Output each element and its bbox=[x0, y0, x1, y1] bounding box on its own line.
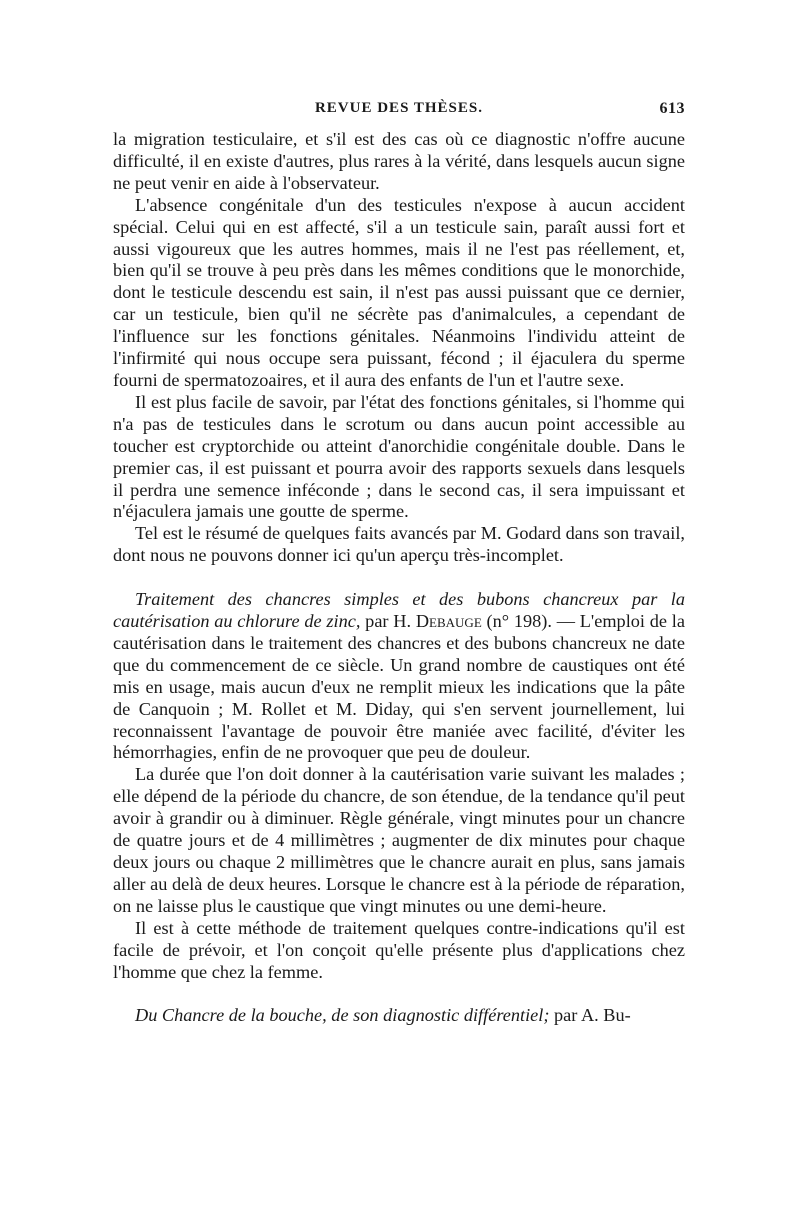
paragraph-contre-indications: Il est à cette méthode de traitement quelques contre-indications qu'il est facile de prévoir, et l'on conçoit qu'elle présente plus d'applications chez l'homme que chez la femme. bbox=[113, 917, 685, 982]
book-page bbox=[113, 100, 685, 1027]
abstract-title: Du Chancre de la bouche, de son diagnostic différentiel; bbox=[135, 1005, 550, 1026]
abstract-title: Traitement des chancres simples et des bubons chancreux par la cautérisation au chlorure de zinc, bbox=[113, 589, 685, 632]
paragraph-absence-congenitale: L'absence congénitale d'un des testicules n'expose à aucun accident spécial. Celui qui en est affecté, s'il a un testicule sain, paraît aussi fort et aussi vigoureux que les autres hommes, mais il ne l'est pas réellement, et, bien qu'il se trouve à peu près dans les mêmes conditions que le monorchide, dont le testicule descendu est sain, il n'est pas aussi puissant que ce dernier, car un testicule, bien qu'il ne sécrète pas d'animalcules, a cependant de l'influence sur les fonctions génitales. Néanmoins l'individu atteint de l'infirmité qui nous occupe sera puissant, fécond ; il éjaculera du sperme fourni de spermatozoaires, et il aura des enfants de l'un et l'autre sexe. bbox=[113, 194, 685, 390]
paragraph-migration: la migration testiculaire, et s'il est des cas où ce diagnostic n'offre aucune difficulté, il en existe d'autres, plus rares à la vérité, dans lesquels aucun signe ne peut venir en aide à l'observateur. bbox=[113, 129, 685, 193]
running-title: REVUE DES THÈSES. bbox=[314, 100, 484, 116]
abstract-reference: (n° 198). — bbox=[481, 611, 580, 632]
paragraph-resume-godard: Tel est le résumé de quelques faits avancés par M. Godard dans son travail, dont nous ne pouvons donner ici qu'un aperçu très-incomplet. bbox=[113, 523, 685, 566]
section-spacer bbox=[113, 567, 685, 589]
abstract-text: L'emploi de la cautérisation dans le traitement des chancres et des bubons chancreux ne date que du commencement de ce siècle. Un grand nombre de caustiques ont été mis en usage, mais aucun d'eux ne remplit mieux les indications que la pâte de Canquoin ; M. Rollet et M. Diday, qui s'en servent journellement, lui reconnaissent l'avantage de pouvoir être maniée avec facilité, d'éviter les hémorrhagies, enfin de ne provoquer que peu de douleur. bbox=[113, 611, 685, 763]
abstract-author: Debauge bbox=[415, 611, 482, 632]
abstract-chancre-bouche bbox=[113, 1005, 685, 1027]
page-number: 613 bbox=[659, 100, 685, 117]
abstract-by: par H. bbox=[360, 611, 416, 632]
abstract-cauterisation bbox=[113, 589, 685, 764]
paragraph-duree-cauterisation: La durée que l'on doit donner à la cautérisation varie suivant les malades ; elle dépend de la période du chancre, de son étendue, de la tendance qu'il peut avoir à grandir ou à diminuer. Règle générale, vingt minutes pour un chancre de quatre jours et de 4 millimètres ; augmenter de dix minutes pour chaque deux jours ou chaque 2 millimètres que le chancre aurait en plus, sans jamais aller au delà de deux heures. Lorsque le chancre est à la période de réparation, on ne laisse plus le caustique que vingt minutes ou une demi-heure. bbox=[113, 764, 685, 916]
page-header bbox=[113, 100, 685, 124]
paragraph-fonctions-genitales: Il est plus facile de savoir, par l'état des fonctions génitales, si l'homme qui n'a pas de testicules dans le scrotum ou dans aucun point accessible au toucher est cryptorchide ou atteint d'anorchidie congénitale double. Dans le premier cas, il est puissant et pourra avoir des rapports sexuels dans lesquels il perdra une semence inféconde ; dans le second cas, il sera impuissant et n'éjaculera jamais une goutte de sperme. bbox=[113, 391, 685, 522]
abstract-by: par A. Bu- bbox=[549, 1005, 631, 1026]
section-spacer bbox=[113, 983, 685, 1005]
page-body bbox=[113, 129, 685, 1027]
